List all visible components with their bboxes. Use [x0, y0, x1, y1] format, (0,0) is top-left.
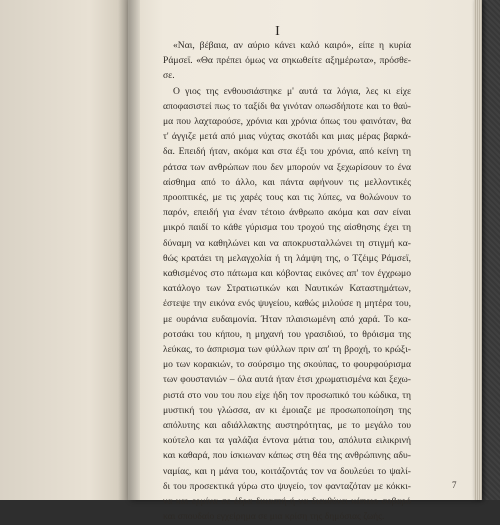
text-line: Ο γιος της ενθουσιάστηκε μ' αυτά τα λόγια, λες κι είχε	[173, 85, 411, 97]
text-line: μικρό παιδί το κάθε γύρισμα του τροχού της αίσθησης έχει τη	[163, 222, 411, 234]
page-edges	[474, 0, 482, 500]
text-line: και καθαρά, που ίσκιωναν κάπως στη θέα της ανθρώπινης αδυ-	[163, 450, 411, 462]
text-line: μο των κορακιών, το σούρσιμο της σκούπας, το φουρφούρισμα	[163, 359, 411, 371]
text-line: δι του προσεκτικά γύρω στο ψυγείο, τον φανταζόταν με κόκκι-	[163, 480, 411, 492]
text-line: έστεψε την εικόνα ενός ψυγείου, καθώς μιλούσε η μητέρα του,	[163, 298, 411, 310]
text-line: προοπτικές, με τις χαρές τους και τις λύπες, να θολώνουν το	[163, 192, 411, 204]
book-gutter	[118, 0, 140, 500]
text-line: κούτελο και τα γαλάζια έντονα μάτια του, απόλυτα ειλικρινή	[163, 435, 411, 447]
text-line: και σπουδαίο εγχείρημα σε μια κρίση της δημόσιας ζωής.	[163, 511, 385, 523]
text-line: τ' άγγιζε μετά από μιας νύχτας σκοτάδι και μιας μέρας βαρκά-	[163, 131, 411, 143]
text-line: ράτσα των ανθρώπων που δεν μπορούν να ξεχωρίσουν το ένα	[163, 161, 411, 173]
text-line: λεύκας, το άσπρισμα των φύλλων πριν απ' τη βροχή, το κρώξι-	[163, 344, 411, 356]
text-line: θώς κρατάει τη μελαγχολία ή τη λάμψη της, ο Τζέιμς Ράμσεϊ,	[163, 252, 411, 264]
paragraph	[163, 38, 411, 84]
text-line: ριστά στο νου του που είχε ήδη τον προσωπικό του κώδικα, τη	[163, 389, 411, 401]
text-line: με ουράνια ευδαιμονία. Ήταν πλαισιωμένη από χαρά. Το κα-	[163, 313, 411, 325]
text-line: Ράμσεϊ. «Θα πρέπει όμως να σηκωθείτε αξημέρωτα», πρόσθε-	[163, 55, 411, 67]
text-line: ναμίας, και η μάνα του, κοιτάζοντάς τον να δουλεύει το ψαλί-	[163, 465, 411, 477]
text-line: δα. Επειδή ήταν, ακόμα και στα έξι του χρόνια, από κείνη τη	[163, 146, 411, 158]
text-line: αποφασιστεί πως το ταξίδι θα γινόταν οπωσδήποτε και το θαύ-	[163, 100, 411, 112]
text-line: ροτσάκι του κήπου, η μηχανή του γρασιδιού, το θρόισμα της	[163, 328, 411, 340]
text-line: να και ερμίνα σε έδρα δικαστή ή να διευθύνει κάποιο σοβαρό	[163, 496, 411, 508]
body-text	[163, 38, 411, 525]
text-line: μα που λαχταρούσε, χρόνια και χρόνια όπως του φαινόταν, θα	[163, 116, 411, 128]
paragraph	[163, 84, 411, 525]
chapter-number: I	[275, 24, 281, 39]
text-line: παρόν, επειδή για έναν τέτοιο άνθρωπο ακόμα και σαν είναι	[163, 207, 411, 219]
text-line: απόλυτης και αδιάλλακτης αυστηρότητας, με το μεγάλο του	[163, 420, 411, 432]
page-number: 7	[452, 480, 457, 490]
left-page	[0, 0, 128, 500]
text-line: αίσθημα από το άλλο, και πάντα αφήνουν τις μελλοντικές	[163, 176, 411, 188]
text-line: καθισμένος στο πάτωμα και κόβοντας εικόνες απ' τον έγχρωμο	[163, 268, 411, 280]
text-line: μυστική του γλώσσα, αν κι έμοιαζε με προσωποποίηση της	[163, 404, 411, 416]
text-line: των φουστανιών – όλα αυτά ήταν έτσι χρωματισμένα και ξεχω-	[163, 374, 411, 386]
text-line: «Ναι, βέβαια, αν αύριο κάνει καλό καιρό», είπε η κυρία	[173, 40, 411, 51]
text-line: σε.	[163, 70, 175, 82]
text-line: κατάλογο των Στρατιωτικών και Ναυτικών Καταστημάτων,	[163, 283, 411, 295]
text-line: δύναμη να καθηλώνει και να αποκρυσταλλώνει τη στιγμή κα-	[163, 237, 411, 249]
